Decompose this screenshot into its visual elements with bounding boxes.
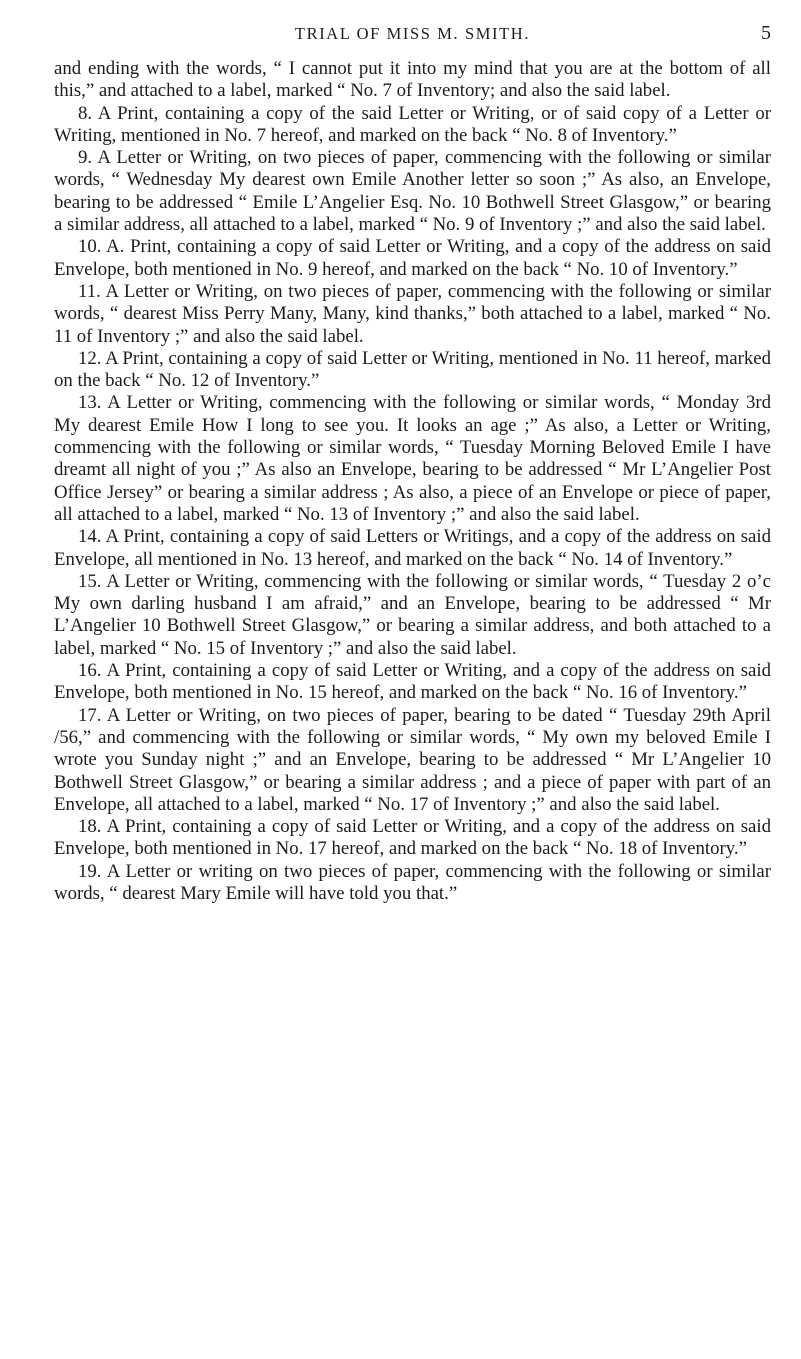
inventory-item-12: 12. A Print, containing a copy of said Letter or Writing, mentioned in No. 11 hereof, marked on the back “ No. 12 of Inventory.”	[54, 347, 771, 392]
inventory-item-17: 17. A Letter or Writing, on two pieces of paper, bearing to be dated “ Tuesday 29th April /56,” and commencing with the following or similar words, “ My own my beloved Emile I wrote you Sunday night ;” and an Envelope, bearing to be addressed “ Mr L’Angelier 10 Bothwell Street Glasgow,” or bearing a similar address ; and a piece of paper with part of an Envelope, all attached to a label, marked “ No. 17 of Inventory ;” and also the said label.	[54, 704, 771, 815]
inventory-item-9: 9. A Letter or Writing, on two pieces of paper, commencing with the following or similar words, “ Wednesday My dearest own Emile Another letter so soon ;” As also, an Envelope, bearing to be addressed “ Emile L’Angelier Esq. No. 10 Bothwell Street Glasgow,” or bearing a similar address, all attached to a label, marked “ No. 9 of Inventory ;” and also the said label.	[54, 147, 771, 236]
inventory-item-8: 8. A Print, containing a copy of the said Letter or Writing, or of said copy of a Letter or Writing, mentioned in No. 7 hereof, and marked on the back “ No. 8 of Inventory.”	[54, 102, 771, 146]
inventory-item-11: 11. A Letter or Writing, on two pieces of paper, commencing with the following or similar words, “ dearest Miss Perry Many, Many, kind thanks,” both attached to a label, marked “ No. 11 of Inventory ;” and also the said label.	[54, 280, 771, 347]
running-title: TRIAL OF MISS M. SMITH.	[294, 24, 531, 43]
paragraph-continuation: and ending with the words, “ I cannot put it into my mind that you are at the bottom of all this,” and attached to a label, marked “ No. 7 of Inventory; and also the said label.	[54, 58, 771, 102]
inventory-item-13: 13. A Letter or Writing, commencing with the following or similar words, “ Monday 3rd My dearest Emile How I long to see you. It looks an age ;” As also, a Letter or Writing, commencing with the following or similar words, “ Tuesday Morning Beloved Emile I have dreamt all night of you ;” As also an Envelope, bearing to be addressed “ Mr L’Angelier Post Office Jersey” or bearing a similar address ; As also, a piece of an Envelope or piece of paper, all attached to a label, marked “ No. 13 of Inventory ;” and also the said label.	[54, 392, 771, 525]
inventory-item-16: 16. A Print, containing a copy of said Letter or Writing, and a copy of the address on said Envelope, both mentioned in No. 15 hereof, and marked on the back “ No. 16 of Inventory.”	[54, 660, 771, 704]
running-head	[54, 24, 771, 48]
inventory-item-15: 15. A Letter or Writing, commencing with the following or similar words, “ Tuesday 2 o’c My own darling husband I am afraid,” and an Envelope, bearing to be addressed “ Mr L’Angelier 10 Bothwell Street Glasgow,” or bearing a similar address, and both attached to a label, marked “ No. 15 of Inventory ;” and also the said label.	[54, 570, 771, 659]
inventory-item-10: 10. A. Print, containing a copy of said Letter or Writing, and a copy of the address on said Envelope, both mentioned in No. 9 hereof, and marked on the back “ No. 10 of Inventory.”	[54, 236, 771, 280]
inventory-item-18: 18. A Print, containing a copy of said Letter or Writing, and a copy of the address on said Envelope, both mentioned in No. 17 hereof, and marked on the back “ No. 18 of Inventory.”	[54, 816, 771, 860]
page-number: 5	[761, 22, 771, 44]
inventory-item-19: 19. A Letter or writing on two pieces of paper, commencing with the following or similar words, “ dearest Mary Emile will have told you that.”	[54, 860, 771, 904]
inventory-item-14: 14. A Print, containing a copy of said Letters or Writings, and a copy of the address on said Envelope, all mentioned in No. 13 hereof, and marked on the back “ No. 14 of Inventory.”	[54, 526, 771, 570]
body-text	[54, 58, 771, 905]
